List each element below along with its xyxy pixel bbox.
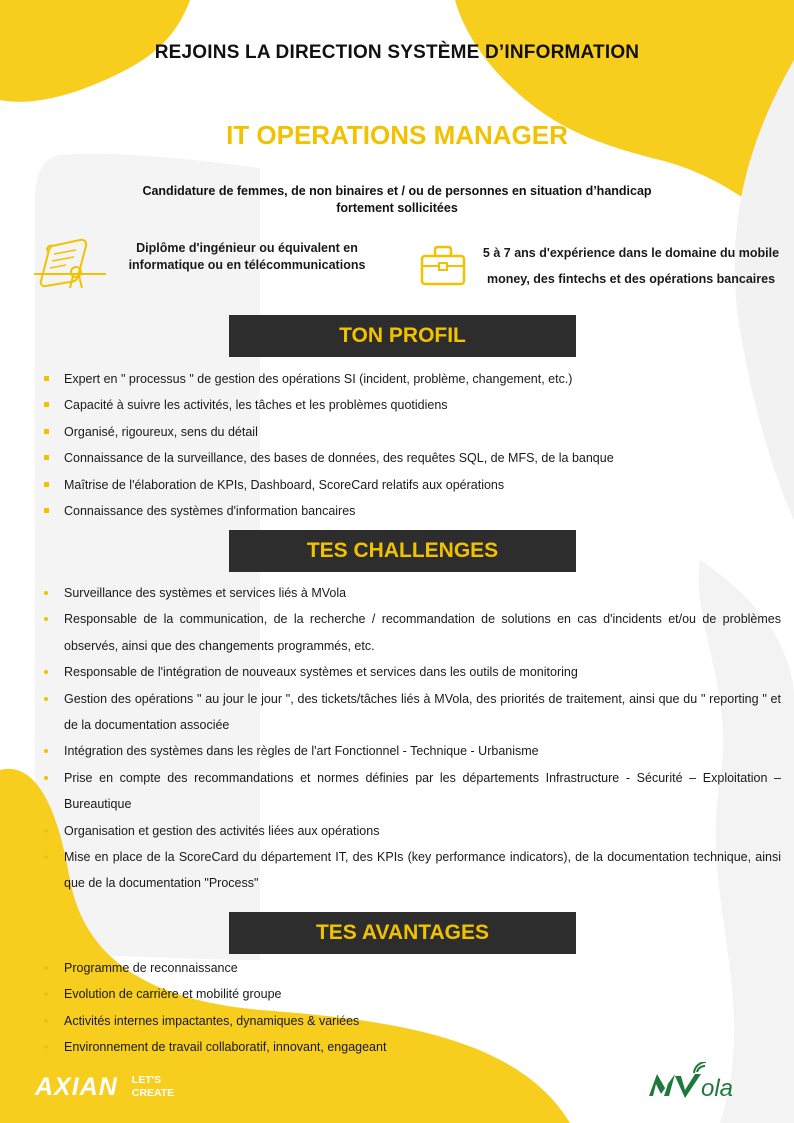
avantages-list	[44, 955, 781, 1061]
briefcase-icon	[418, 244, 468, 288]
diversity-line-1: Candidature de femmes, de non binaires et / ou de personnes en situation d’handicap	[142, 184, 652, 198]
list-item: Intégration des systèmes dans les règles de l'art Fonctionnel - Technique - Urbanisme	[44, 738, 781, 764]
list-item: Evolution de carrière et mobilité groupe	[44, 981, 781, 1007]
bullet-icon	[44, 966, 48, 970]
profil-list	[44, 366, 781, 524]
list-item: Capacité à suivre les activités, les tâches et les problèmes quotidiens	[44, 392, 781, 418]
bullet-icon	[44, 1019, 48, 1023]
list-item: Activités internes impactantes, dynamiques & variées	[44, 1008, 781, 1034]
bullet-icon	[44, 670, 48, 674]
axian-logo	[35, 1072, 174, 1102]
section-title-challenges: TES CHALLENGES	[229, 530, 576, 572]
page-header-title: REJOINS LA DIRECTION SYSTÈME D’INFORMATION	[154, 42, 640, 63]
mvola-logo	[645, 1062, 770, 1102]
axian-wordmark: AXIAN	[35, 1072, 118, 1101]
bullet-icon	[44, 402, 49, 407]
list-item: Gestion des opérations " au jour le jour ", des tickets/tâches liés à MVola, des priorités de traitement, ainsi que du " reporting " et de la documentation associée	[44, 686, 781, 739]
diploma-scroll-icon	[32, 236, 108, 292]
bullet-icon	[44, 508, 49, 513]
challenges-list	[44, 580, 781, 897]
list-item: Organisé, rigoureux, sens du détail	[44, 419, 781, 445]
bullet-icon	[44, 482, 49, 487]
experience-line-1: 5 à 7 ans d'expérience dans le domaine du mobile	[482, 246, 780, 260]
bullet-icon	[44, 591, 48, 595]
section-title-avantages: TES AVANTAGES	[229, 912, 576, 954]
list-item: Responsable de l'intégration de nouveaux systèmes et services dans les outils de monitoring	[44, 659, 781, 685]
tagline-line-2: CREATE	[131, 1087, 175, 1099]
bullet-icon	[44, 617, 48, 621]
axian-tagline	[132, 1074, 174, 1100]
bullet-icon	[44, 376, 49, 381]
diploma-line-1: Diplôme d'ingénieur ou équivalent en	[136, 241, 358, 255]
experience-line-2: money, des fintechs et des opérations bancaires	[486, 272, 776, 286]
diploma-requirement	[112, 240, 382, 274]
bullet-icon	[44, 749, 48, 753]
bullet-icon	[44, 992, 48, 996]
bullet-icon	[44, 829, 48, 833]
list-item: Expert en " processus " de gestion des opérations SI (incident, problème, changement, etc.)	[44, 366, 781, 392]
list-item: Responsable de la communication, de la recherche / recommandation de solutions en cas d'incidents et/ou de problèmes observés, ainsi que des changements programmés, etc.	[44, 606, 781, 659]
bullet-icon	[44, 855, 48, 859]
list-item: Programme de reconnaissance	[44, 955, 781, 981]
bullet-icon	[44, 429, 49, 434]
list-item: Mise en place de la ScoreCard du département IT, des KPIs (key performance indicators), de la documentation technique, ainsi que de la documentation "Process"	[44, 844, 781, 897]
bullet-icon	[44, 455, 49, 460]
bullet-icon	[44, 697, 48, 701]
section-title-profil: TON PROFIL	[229, 315, 576, 357]
diploma-line-2: informatique ou en télécommunications	[128, 258, 366, 272]
diversity-statement	[120, 183, 674, 217]
list-item: Connaissance de la surveillance, des bases de données, des requêtes SQL, de MFS, de la banque	[44, 445, 781, 471]
experience-requirement	[472, 240, 790, 292]
list-item: Maîtrise de l'élaboration de KPIs, Dashboard, ScoreCard relatifs aux opérations	[44, 472, 781, 498]
list-item: Prise en compte des recommandations et normes définies par les départements Infrastructure - Sécurité – Exploitation – Bureautique	[44, 765, 781, 818]
bullet-icon	[44, 1045, 48, 1049]
tagline-line-1: LET'S	[131, 1074, 162, 1086]
bullet-icon	[44, 776, 48, 780]
job-title: IT OPERATIONS MANAGER	[226, 120, 568, 150]
list-item: Connaissance des systèmes d'information bancaires	[44, 498, 781, 524]
diversity-line-2: fortement sollicitées	[336, 201, 458, 215]
svg-text:ola: ola	[701, 1075, 734, 1102]
list-item: Environnement de travail collaboratif, innovant, engageant	[44, 1034, 781, 1060]
list-item: Organisation et gestion des activités liées aux opérations	[44, 818, 781, 844]
list-item: Surveillance des systèmes et services liés à MVola	[44, 580, 781, 606]
